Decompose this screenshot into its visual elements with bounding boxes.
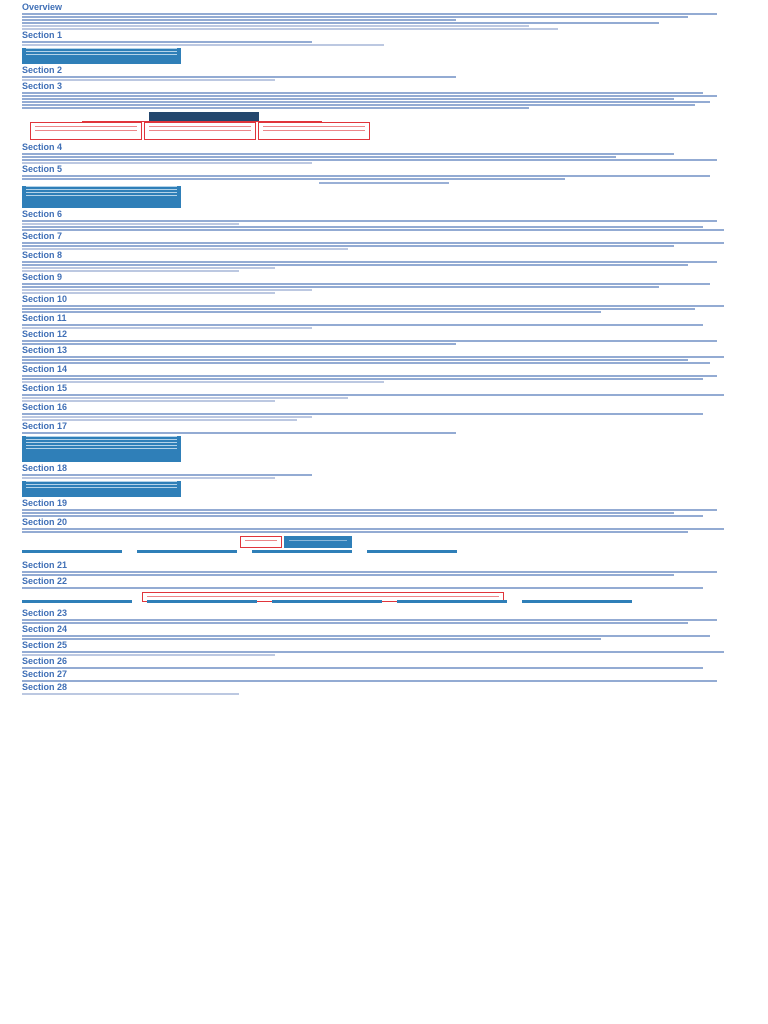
text-line	[22, 292, 275, 294]
text-line	[22, 270, 239, 272]
diagram-node	[258, 122, 370, 140]
text-line	[22, 220, 717, 222]
section-heading: Section 12	[22, 330, 68, 339]
section-2	[22, 31, 746, 64]
section-heading: Section 27	[22, 670, 68, 679]
text-line	[22, 400, 275, 402]
text-line	[22, 375, 717, 377]
text-line	[22, 98, 674, 100]
section-14	[22, 346, 746, 364]
code-box	[22, 186, 181, 208]
diagram-bar	[252, 550, 352, 553]
text-line	[22, 635, 710, 637]
text-line	[22, 324, 703, 326]
text-line	[22, 245, 674, 247]
text-line	[22, 226, 703, 228]
diagram-2	[22, 536, 746, 558]
section-25	[22, 625, 746, 640]
section-26	[22, 641, 746, 656]
text-line	[22, 619, 717, 621]
section-heading: Section 23	[22, 609, 68, 618]
diagram-node	[144, 122, 256, 140]
section-heading: Section 7	[22, 232, 63, 241]
text-line	[22, 509, 717, 511]
text-line	[22, 651, 724, 653]
section-heading: Section 5	[22, 165, 63, 174]
diagram-bar	[272, 600, 382, 603]
section-3	[22, 66, 746, 81]
section-9	[22, 251, 746, 272]
code-box	[22, 481, 181, 497]
section-heading: Section 16	[22, 403, 68, 412]
section-heading: Section 8	[22, 251, 63, 260]
section-5	[22, 143, 746, 164]
text-line	[22, 587, 703, 589]
section-29	[22, 683, 746, 695]
text-line	[22, 16, 688, 18]
section-28	[22, 670, 746, 682]
section-19	[22, 464, 746, 497]
diagram-connector	[82, 121, 322, 122]
diagram-bar	[147, 600, 257, 603]
text-line	[22, 381, 384, 383]
diagram-bar	[137, 550, 237, 553]
section-8	[22, 232, 746, 250]
section-heading: Overview	[22, 3, 63, 12]
section-6	[22, 165, 746, 208]
text-line	[22, 153, 674, 155]
section-heading: Section 6	[22, 210, 63, 219]
section-heading: Section 17	[22, 422, 68, 431]
section-heading: Section 11	[22, 314, 67, 323]
section-10	[22, 273, 746, 294]
text-line	[22, 242, 724, 244]
section-1	[22, 3, 746, 30]
section-heading: Section 22	[22, 577, 68, 586]
text-line	[22, 25, 529, 27]
text-line	[22, 289, 312, 291]
section-heading: Section 28	[22, 683, 68, 692]
text-line	[22, 107, 529, 109]
section-17	[22, 403, 746, 421]
section-heading: Section 2	[22, 66, 63, 75]
text-line	[22, 261, 717, 263]
code-box	[22, 48, 181, 64]
section-heading: Section 13	[22, 346, 68, 355]
text-line	[22, 92, 703, 94]
text-line	[22, 512, 674, 514]
text-line	[22, 267, 275, 269]
text-line	[22, 394, 724, 396]
text-line	[22, 223, 239, 225]
text-line	[22, 574, 674, 576]
text-line	[22, 654, 275, 656]
section-heading: Section 19	[22, 499, 68, 508]
text-line	[22, 178, 565, 180]
section-heading: Section 3	[22, 82, 63, 91]
diagram-1	[22, 112, 746, 140]
text-line	[22, 308, 695, 310]
text-line	[22, 156, 616, 158]
section-23	[22, 577, 746, 589]
section-heading: Section 4	[22, 143, 63, 152]
text-line	[22, 264, 688, 266]
text-line	[22, 343, 456, 345]
section-heading: Section 9	[22, 273, 63, 282]
text-line	[22, 359, 688, 361]
section-heading: Section 18	[22, 464, 68, 473]
section-heading: Section 25	[22, 641, 68, 650]
text-line	[22, 419, 297, 421]
text-line	[22, 305, 724, 307]
text-line	[22, 528, 724, 530]
text-line	[22, 378, 703, 380]
diagram-bar	[22, 550, 122, 553]
section-heading: Section 24	[22, 625, 68, 634]
section-heading: Section 10	[22, 295, 68, 304]
diagram-bar	[22, 600, 132, 603]
section-heading: Section 21	[22, 561, 68, 570]
section-heading: Section 15	[22, 384, 68, 393]
text-line	[22, 79, 275, 81]
section-22	[22, 561, 746, 576]
text-line	[22, 571, 717, 573]
section-4	[22, 82, 746, 109]
text-line	[22, 283, 710, 285]
section-15	[22, 365, 746, 383]
text-line	[22, 22, 659, 24]
text-line	[22, 432, 456, 434]
text-line	[22, 416, 312, 418]
text-line	[22, 19, 456, 21]
section-20	[22, 499, 746, 517]
text-line	[22, 44, 384, 46]
text-line	[22, 229, 724, 231]
diagram-node	[284, 536, 352, 548]
section-12	[22, 314, 746, 329]
section-11	[22, 295, 746, 313]
section-7	[22, 210, 746, 231]
text-line	[22, 413, 703, 415]
text-line	[22, 362, 710, 364]
text-line	[22, 340, 717, 342]
text-line	[22, 327, 312, 329]
text-line	[22, 667, 703, 669]
diagram-bar	[367, 550, 457, 553]
text-line	[22, 680, 717, 682]
text-line	[22, 622, 688, 624]
diagram-node	[240, 536, 282, 548]
section-21	[22, 518, 746, 533]
text-line	[22, 311, 601, 313]
text-line	[22, 159, 717, 161]
text-line	[22, 41, 312, 43]
text-line	[22, 175, 710, 177]
text-line	[22, 474, 312, 476]
text-line	[22, 356, 724, 358]
section-heading: Section 14	[22, 365, 68, 374]
diagram-3	[22, 592, 746, 606]
section-heading: Section 26	[22, 657, 68, 666]
text-line	[22, 286, 659, 288]
section-16	[22, 384, 746, 402]
text-line	[22, 693, 239, 695]
text-line	[22, 76, 456, 78]
code-box	[22, 436, 181, 462]
text-line	[22, 13, 717, 15]
text-line	[22, 104, 695, 106]
section-heading: Section 1	[22, 31, 63, 40]
diagram-node	[30, 122, 142, 140]
section-13	[22, 330, 746, 345]
text-line	[22, 28, 558, 30]
text-line	[22, 95, 717, 97]
text-line	[22, 162, 312, 164]
text-line	[22, 248, 348, 250]
text-line	[22, 531, 688, 533]
section-24	[22, 609, 746, 624]
text-line	[22, 515, 703, 517]
section-18	[22, 422, 746, 462]
diagram-bar	[522, 600, 632, 603]
text-line	[22, 397, 348, 399]
text-line	[22, 638, 601, 640]
diagram-bar	[397, 600, 507, 603]
section-heading: Section 20	[22, 518, 68, 527]
text-line	[22, 101, 710, 103]
text-line	[319, 182, 449, 184]
text-line	[22, 477, 275, 479]
section-27	[22, 657, 746, 669]
